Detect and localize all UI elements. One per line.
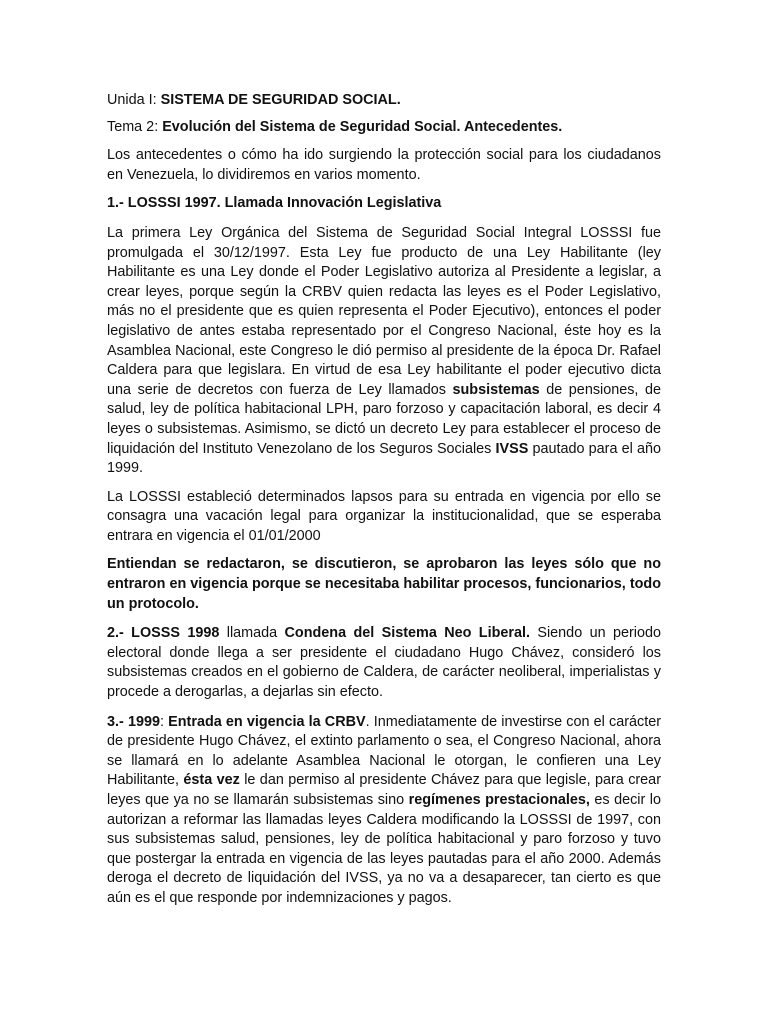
section3-text-d: es decir lo autorizan a reformar las llamadas leyes Caldera modificando la LOSSSI de 1997, con sus subsistemas salud, pensiones, ley de política habitacional y paro forzoso y tuvo que postergar la entrada en vigencia de las leyes pautadas para el año 2000. Además deroga el decreto de liquidación del IVSS, ya no va a desaparecer, tan cierto es que aún es el que responde por indemnizaciones y pagos. (107, 792, 661, 906)
section1-bold-subsistemas: subsistemas (452, 381, 540, 398)
section1-vigencia: La LOSSSI estableció determinados lapsos para su entrada en vigencia por ello se consagra una vacación legal para organizar la institucionalidad, que se esperaba entrara en vigencia el 01/01/2000 (107, 488, 661, 544)
section1-bold-ivss: IVSS (495, 440, 529, 457)
section1-body (107, 224, 661, 479)
section1-emphasis-text: Entiendan se redactaron, se discutieron, se aprobaron las leyes sólo que no entraron en vigencia porque se necesitaba habilitar procesos, funcionarios, todo un protocolo. (107, 556, 661, 612)
section2-text-b: Siendo un periodo electoral donde llega a ser presidente el ciudadano Hugo Chávez, consideró los subsistemas creados en el gobierno de Caldera, de carácter neoliberal, imperialistas y procede a derogarlas, a dejarlas sin efecto. (107, 625, 661, 701)
unit-prefix: Unida I: (107, 92, 161, 108)
section3-bold-a: 3.- 1999 (107, 713, 160, 730)
unit-line (107, 91, 661, 111)
topic-prefix: Tema 2: (107, 118, 163, 135)
section3-text-b: . Inmediatamente de investirse con el carácter de presidente Hugo Chávez, el extinto parlamento o sea, el Congreso Nacional, ahora se llamará en lo adelante Asamblea Nacional le otorgan, le confieren una Ley Habilitante, (107, 713, 661, 789)
section1-body-b: de pensiones, de salud, ley de política habitacional LPH, paro forzoso y capacitación laboral, es decir 4 leyes o subsistemas. Asimismo, se dictó un decreto Ley para establecer el proceso de liquidación del Instituto Venezolano de los Seguros Sociales (107, 381, 661, 457)
intro-paragraph: Los antecedentes o cómo ha ido surgiendo la protección social para los ciudadanos en Venezuela, lo dividiremos en varios momento. (107, 147, 661, 183)
section2-paragraph (107, 624, 661, 702)
section3-bold-d: regímenes prestacionales, (408, 792, 590, 808)
topic-line (107, 118, 661, 138)
section3-bold-c: ésta vez (183, 772, 240, 789)
section3-paragraph (107, 713, 661, 909)
section1-body-a: La primera Ley Orgánica del Sistema de Seguridad Social Integral LOSSSI fue promulgada el 30/12/1997. Esta Ley fue producto de una Ley Habilitante (ley Habilitante es una Ley donde el Poder Legislativo autoriza al Presidente a legislar, a crear leyes, porque según la CRBV quien redacta las leyes es el Poder Legislativo, más no el presidente que es quien representa el Poder Ejecutivo), entonces el poder legislativo de antes estaba representado por el Congreso Nacional, éste hoy es la Asamblea Nacional, este Congreso le dió permiso al presidente de la época Dr. Rafael Caldera para que legislara. En virtud de esa Ley habilitante el poder ejecutivo dicta una serie de decretos con fuerza de Ley llamados (107, 224, 661, 398)
section3-text-c: le dan permiso al presidente Chávez para que legisle, para crear leyes que ya no se llamarán subsistemas sino (107, 772, 661, 808)
section3-text-a: : (159, 713, 169, 730)
topic-title: Evolución del Sistema de Seguridad Social. Antecedentes. (162, 118, 563, 135)
unit-title: SISTEMA DE SEGURIDAD SOCIAL. (160, 92, 401, 108)
document-page (107, 91, 661, 917)
section1-body-c: pautado para el año 1999. (107, 440, 661, 477)
section2-text-a: llamada (219, 625, 285, 642)
section1-heading (107, 194, 661, 214)
section1-heading-text: 1.- LOSSSI 1997. Llamada Innovación Legislativa (107, 195, 442, 212)
section2-bold-b: Condena del Sistema Neo Liberal. (284, 625, 530, 642)
section3-bold-b: Entrada en vigencia la CRBV (168, 713, 366, 730)
section1-emphasis (107, 555, 661, 614)
section2-bold-a: 2.- LOSSS 1998 (107, 625, 220, 642)
